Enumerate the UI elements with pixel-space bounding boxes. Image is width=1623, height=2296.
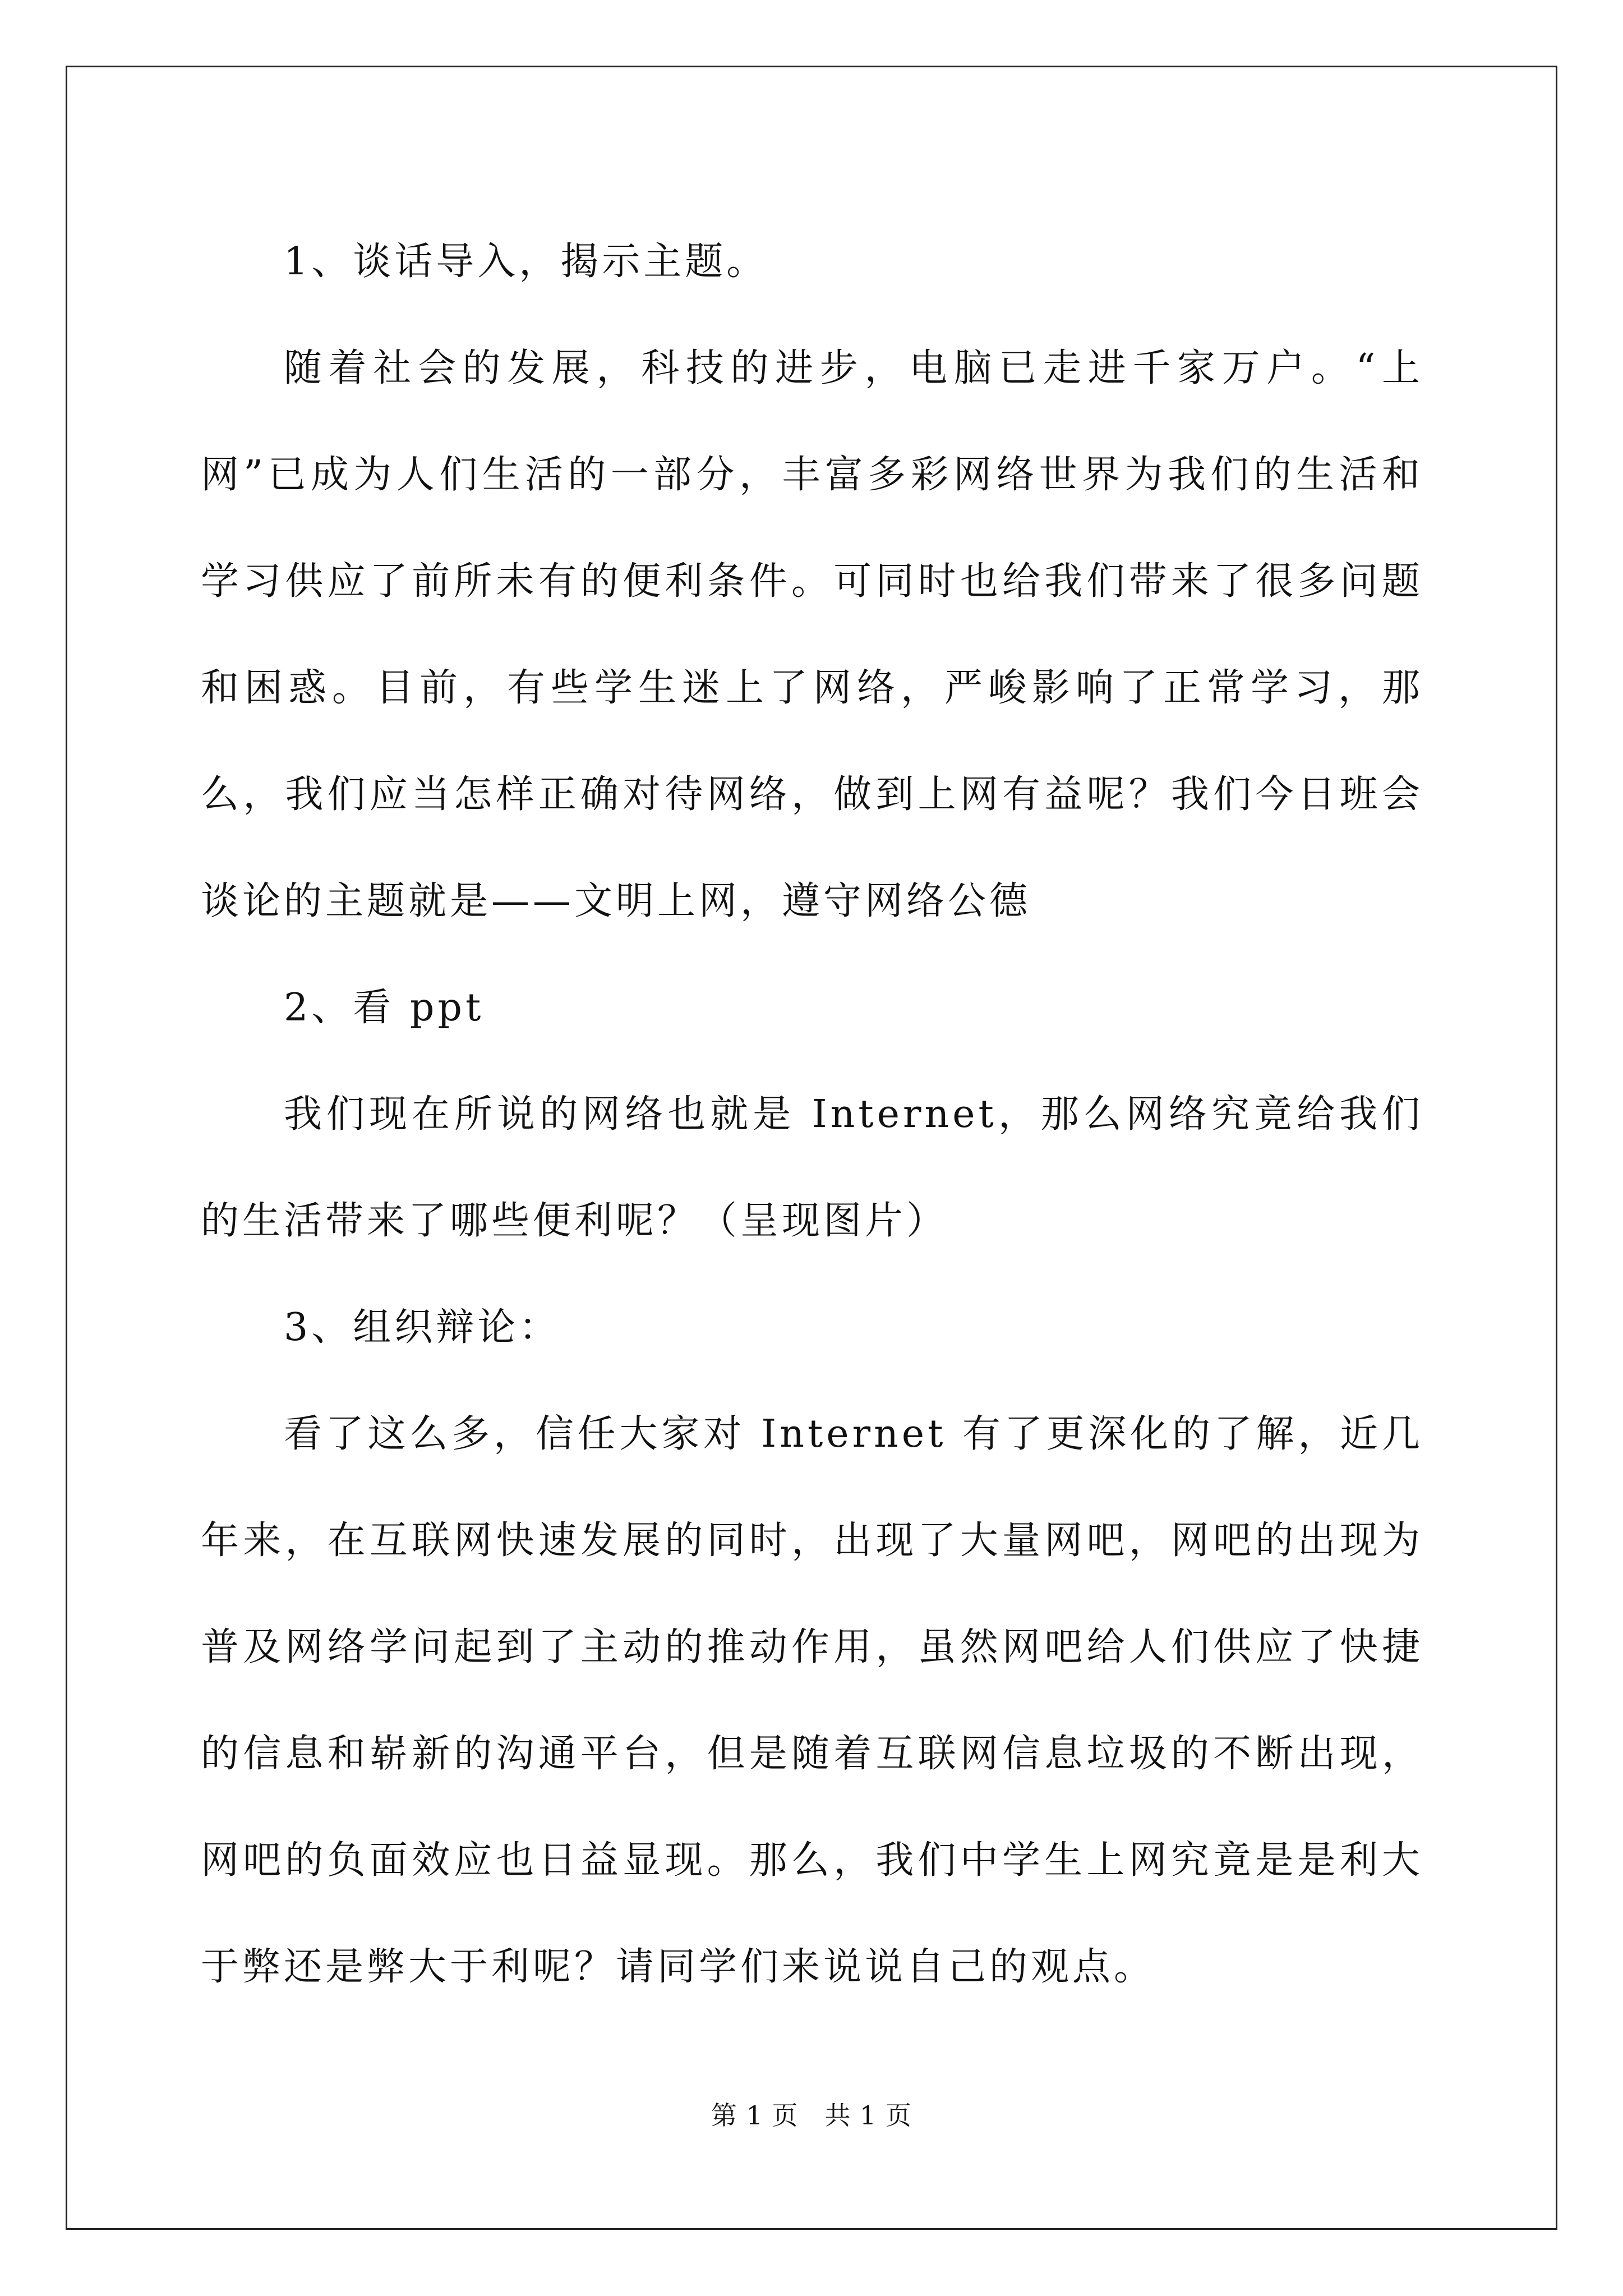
paragraph-6: 看了这么多，信任大家对 Internet 有了更深化的了解，近几年来，在互联网快速发展的同时，出现了大量网吧，网吧的出现为普及网络学问起到了主动的推动作用，虽然网吧给人们供应了快捷的信息和崭新的沟通平台，但是随着互联网信息垃圾的不断出现，网吧的负面效应也日益显现。那么，我们中学生上网究竟是是利大于弊还是弊大于利呢？请同学们来说说自己的观点。 (201, 1412, 1423, 1989)
page-total: 共 1 页 (824, 2100, 912, 2131)
page-number: 第 1 页 (711, 2100, 799, 2131)
document-body (201, 209, 1423, 2021)
paragraph-5: 3、组织辩论： (284, 1305, 561, 1350)
paragraph-4: 我们现在所说的网络也就是 Internet，那么网络究竟给我们的生活带来了哪些便利呢？（呈现图片） (201, 1092, 1423, 1243)
paragraph-3: 2、看 ppt (284, 986, 485, 1030)
page-footer (0, 2095, 1623, 2132)
paragraph-1: 1、谈话导入，揭示主题。 (284, 240, 768, 284)
paragraph-2: 随着社会的发展，科技的进步，电脑已走进千家万户。“上网”已成为人们生活的一部分，丰富多彩网络世界为我们的生活和学习供应了前所未有的便利条件。可同时也给我们带来了很多问题和困惑。目前，有些学生迷上了网络，严峻影响了正常学习，那么，我们应当怎样正确对待网络，做到上网有益呢？我们今日班会谈论的主题就是——文明上网，遵守网络公德 (201, 346, 1423, 923)
